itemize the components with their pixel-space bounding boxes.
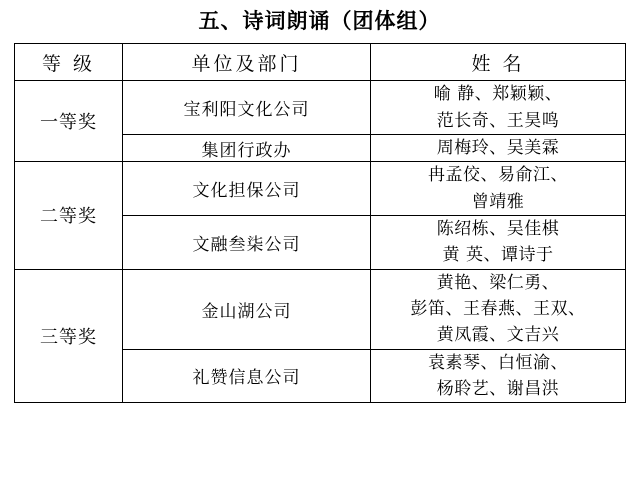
award-table — [14, 43, 626, 403]
name-line: 黄 英、谭诗于 — [442, 245, 554, 266]
unit-cell: 宝利阳文化公司 — [123, 81, 371, 135]
name-line: 喻 静、郑颖颖、 — [433, 84, 563, 105]
table-row — [15, 81, 626, 135]
unit-cell: 文融叁柒公司 — [123, 215, 371, 269]
name-line: 黄凤霞、文吉兴 — [436, 325, 560, 346]
name-line: 袁素琴、白恒渝、 — [428, 352, 568, 373]
name-line: 陈绍栋、吴佳棋 — [436, 218, 560, 239]
grade-cell: 三等奖 — [15, 269, 123, 403]
names-cell — [371, 81, 626, 135]
name-line: 黄艳、梁仁勇、 — [436, 272, 560, 293]
column-header-grade: 等 级 — [15, 44, 123, 81]
table-row — [15, 269, 626, 349]
grade-cell: 二等奖 — [15, 162, 123, 269]
unit-cell: 金山湖公司 — [123, 269, 371, 349]
unit-cell: 礼赞信息公司 — [123, 349, 371, 403]
names-cell — [371, 162, 626, 216]
table-header-row — [15, 44, 626, 81]
unit-cell: 文化担保公司 — [123, 162, 371, 216]
name-line: 曾靖雅 — [471, 191, 525, 212]
page-title: 五、诗词朗诵（团体组） — [198, 9, 441, 33]
names-cell — [371, 349, 626, 403]
names-cell — [371, 215, 626, 269]
names-cell — [371, 134, 626, 161]
names-cell — [371, 269, 626, 349]
name-line: 彭笛、王春燕、王双、 — [410, 298, 586, 319]
grade-cell: 一等奖 — [15, 81, 123, 162]
table-header — [15, 44, 626, 81]
name-line: 周梅玲、吴美霖 — [436, 137, 560, 158]
column-header-names: 姓 名 — [371, 44, 626, 81]
table-body — [15, 81, 626, 403]
table-row — [15, 162, 626, 216]
name-line: 范长奇、王昊鸣 — [436, 110, 560, 131]
unit-cell: 集团行政办 — [123, 134, 371, 161]
column-header-unit: 单位及部门 — [123, 44, 371, 81]
name-line: 冉孟佼、易俞江、 — [428, 165, 568, 186]
name-line: 杨聆艺、谢昌洪 — [436, 378, 560, 399]
